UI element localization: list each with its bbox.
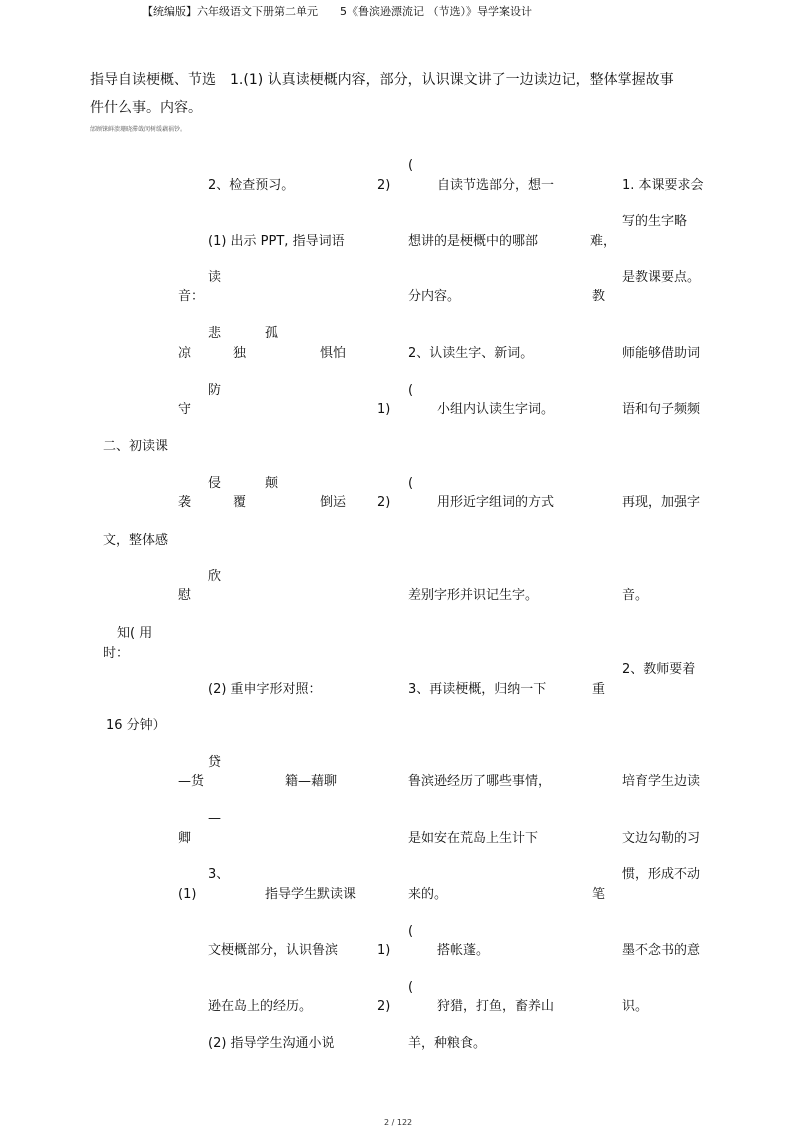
text-cell: 想讲的是梗概中的哪部 bbox=[408, 234, 539, 249]
text-cell: 覆 bbox=[233, 495, 247, 510]
text-cell: 自读节选部分，想一 bbox=[437, 178, 555, 193]
text-cell: 是如安在荒岛上生计下 bbox=[408, 831, 539, 846]
text-cell: 羊，种粮食。 bbox=[408, 1036, 487, 1051]
text-cell: 重 bbox=[592, 682, 606, 697]
section-heading: 时： bbox=[103, 646, 130, 661]
text-cell: 文梗概部分，认识鲁滨 bbox=[208, 943, 339, 958]
text-cell: 颠 bbox=[265, 476, 279, 491]
intro-small-text: 邰顾铼鲜溃珊晓滞戗闵树缓藕祸钞。 bbox=[90, 126, 187, 133]
note-line: 惯，形成不动 bbox=[622, 867, 701, 882]
text-cell: ( bbox=[408, 924, 414, 939]
intro-line-1: 指导自读梗概、节选 1.(1) 认真读梗概内容，部分，认识课文讲了一边读边记，整体掌握故事 bbox=[90, 72, 674, 88]
text-cell: 孤 bbox=[265, 326, 279, 341]
text-cell: 小组内认读生字词。 bbox=[437, 402, 555, 417]
text-cell: 凉 bbox=[178, 346, 192, 361]
text-cell: 卿 bbox=[178, 831, 192, 846]
text-cell: 用形近字组词的方式 bbox=[437, 495, 555, 510]
text-cell: 守 bbox=[178, 402, 192, 417]
note-line: 文边勾勒的习 bbox=[622, 831, 701, 846]
text-cell: —货 bbox=[178, 774, 205, 789]
note-line: 1. 本课要求会 bbox=[622, 178, 704, 193]
section-heading: 16 分钟） bbox=[106, 718, 166, 733]
list-number: 2) bbox=[377, 178, 391, 193]
text-cell: 贷 bbox=[208, 755, 222, 770]
text-cell: 搭帐蓬。 bbox=[437, 943, 490, 958]
intro-line-2: 件什么事。内容。 bbox=[90, 100, 202, 116]
text-cell: (1) 出示 PPT, 指导词语 bbox=[208, 234, 345, 249]
text-cell: — bbox=[208, 811, 221, 826]
text-cell: ( bbox=[408, 980, 414, 995]
text-cell: 籍—藉聊 bbox=[285, 774, 338, 789]
text-cell: 慰 bbox=[178, 588, 192, 603]
text-cell: 倒运 bbox=[320, 495, 347, 510]
note-line: 识。 bbox=[622, 999, 649, 1014]
text-cell: 音： bbox=[178, 289, 205, 304]
text-cell: 逊在岛上的经历。 bbox=[208, 999, 313, 1014]
note-line: 师能够借助词 bbox=[622, 346, 701, 361]
text-cell: ( bbox=[408, 158, 414, 173]
text-cell: 2、检查预习。 bbox=[208, 178, 295, 193]
text-cell: 3、 bbox=[208, 867, 230, 882]
list-number: 2) bbox=[377, 999, 391, 1014]
note-line: 音。 bbox=[622, 588, 649, 603]
text-cell: 欣 bbox=[208, 569, 222, 584]
note-line: 写的生字略 bbox=[622, 214, 688, 229]
text-cell: (2) 重申字形对照： bbox=[208, 682, 322, 697]
text-cell: 分内容。 bbox=[408, 289, 461, 304]
section-heading: 知( 用 bbox=[117, 626, 153, 641]
list-number: 1) bbox=[377, 402, 391, 417]
text-cell: 差别字形并识记生字。 bbox=[408, 588, 539, 603]
text-cell: ( bbox=[408, 383, 414, 398]
page-header: 【统编版】六年级语文下册第二单元 5《鲁滨逊漂流记 （节选）》导学案设计 bbox=[142, 5, 532, 18]
text-cell: 指导学生默读课 bbox=[265, 887, 357, 902]
text-cell: 独 bbox=[233, 346, 247, 361]
text-cell: 难， bbox=[590, 234, 617, 249]
text-cell: 侵 bbox=[208, 476, 222, 491]
text-cell: 悲 bbox=[208, 326, 222, 341]
list-number: 1) bbox=[377, 943, 391, 958]
text-cell: 袭 bbox=[178, 495, 192, 510]
text-cell: 狩猎，打鱼，畜养山 bbox=[437, 999, 555, 1014]
text-cell: 鲁滨逊经历了哪些事情， bbox=[408, 774, 552, 789]
text-cell: ( bbox=[408, 476, 414, 491]
text-cell: 防 bbox=[208, 383, 222, 398]
note-line: 语和句子频频 bbox=[622, 402, 701, 417]
text-cell: 教 bbox=[592, 289, 606, 304]
section-heading: 文，整体感 bbox=[103, 533, 169, 548]
note-line: 是教课要点。 bbox=[622, 270, 701, 285]
text-cell: 读 bbox=[208, 270, 222, 285]
text-cell: 2、认读生字、新词。 bbox=[408, 346, 534, 361]
text-cell: 3、再读梗概，归纳一下 bbox=[408, 682, 547, 697]
text-cell: 惧怕 bbox=[320, 346, 347, 361]
text-cell: (2) 指导学生沟通小说 bbox=[208, 1036, 335, 1051]
text-cell: (1) bbox=[178, 887, 197, 902]
list-number: 2) bbox=[377, 495, 391, 510]
note-line: 2、教师要着 bbox=[622, 662, 696, 677]
note-line: 培育学生边读 bbox=[622, 774, 701, 789]
text-cell: 来的。 bbox=[408, 887, 448, 902]
section-heading: 二、初读课 bbox=[103, 439, 169, 454]
page-number: 2 / 122 bbox=[384, 1118, 413, 1127]
note-line: 再现，加强字 bbox=[622, 495, 701, 510]
note-line: 墨不念书的意 bbox=[622, 943, 701, 958]
text-cell: 笔 bbox=[592, 887, 606, 902]
